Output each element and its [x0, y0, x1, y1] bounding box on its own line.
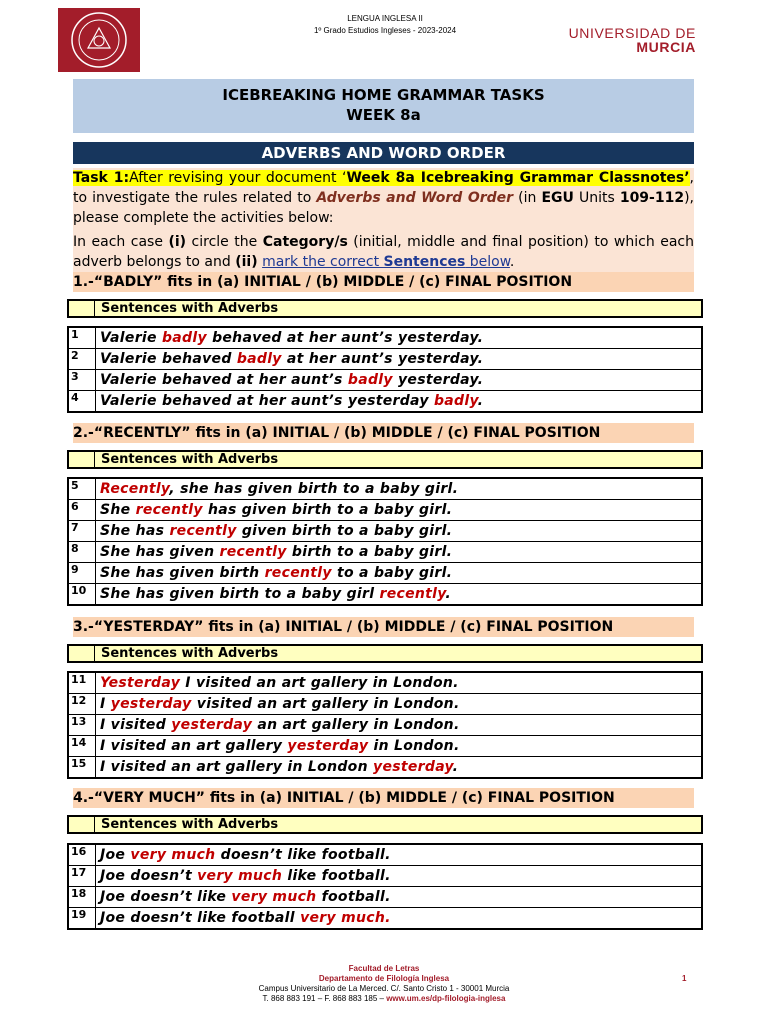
question-4-title: 4.-“VERY MUCH” fits in (a) INITIAL / (b) MIDDLE / (c) FINAL POSITION	[73, 788, 694, 808]
footer-address: Campus Universitario de La Merced. C/. Santo Cristo 1 - 30001 Murcia	[258, 984, 510, 993]
classnotes-reference: Week 8a Icebreaking Grammar Classnotes	[346, 170, 685, 186]
adverb: recently	[219, 544, 287, 560]
adverb: very much	[130, 847, 216, 863]
topic-reference: Adverbs and Word Order	[316, 190, 514, 206]
sentences-header: Sentences with Adverbs	[67, 450, 703, 469]
course-grade: 1º Grado Estudios Ingleses - 2023-2024	[313, 26, 457, 35]
table-row[interactable]: 4 Valerie behaved at her aunt’s yesterday badly.	[68, 391, 702, 413]
table-row[interactable]: 17 Joe doesn’t very much like football.	[68, 866, 702, 887]
adverb: yesterday	[171, 717, 253, 733]
sentences-header: Sentences with Adverbs	[67, 299, 703, 318]
table-row[interactable]: 11 Yesterday I visited an art gallery in London.	[68, 672, 702, 694]
table-row[interactable]: 1 Valerie badly behaved at her aunt’s yesterday.	[68, 327, 702, 349]
title-line2: WEEK 8a	[346, 106, 421, 124]
task-paragraph-1: Task 1:After revising your document ‘Week 8a Icebreaking Grammar Classnotes’, to investigate the rules related to Adverbs and Word Order (in EGU Units 109-112), please complete the activities below:	[73, 170, 695, 226]
sentences-table-3	[67, 671, 703, 779]
adverb: very much.	[300, 910, 391, 926]
adverb: yesterday	[373, 759, 453, 775]
table-row[interactable]: 18 Joe doesn’t like very much football.	[68, 887, 702, 908]
task-label: Task 1:	[73, 170, 130, 186]
table-row[interactable]: 5 Recently, she has given birth to a baby girl.	[68, 478, 702, 500]
table-row[interactable]: 8 She has given recently birth to a baby girl.	[68, 542, 702, 563]
document-header	[250, 13, 520, 37]
question-3-title: 3.-“YESTERDAY” fits in (a) INITIAL / (b) MIDDLE / (c) FINAL POSITION	[73, 617, 694, 637]
table-row[interactable]: 9 She has given birth recently to a baby girl.	[68, 563, 702, 584]
table-row[interactable]: 19 Joe doesn’t like football very much.	[68, 908, 702, 930]
footer-department: Departamento de Filología Inglesa	[318, 974, 450, 983]
sentences-table-1	[67, 326, 703, 413]
adverb: recently	[379, 586, 446, 602]
question-1-title: 1.-“BADLY” fits in (a) INITIAL / (b) MIDDLE / (c) FINAL POSITION	[73, 272, 694, 292]
question-2-title: 2.-“RECENTLY” fits in (a) INITIAL / (b) MIDDLE / (c) FINAL POSITION	[73, 423, 694, 443]
title-line1: ICEBREAKING HOME GRAMMAR TASKS	[222, 86, 545, 104]
adverb: yesterday	[110, 696, 192, 712]
table-row[interactable]: 14 I visited an art gallery yesterday in London.	[68, 736, 702, 757]
sentences-header: Sentences with Adverbs	[67, 815, 703, 834]
university-wordmark	[569, 26, 696, 54]
university-line1: UNIVERSIDAD DE	[568, 25, 696, 41]
adverb: badly	[161, 330, 207, 346]
sentences-table-2	[67, 477, 703, 606]
adverb: yesterday	[287, 738, 369, 754]
table-row[interactable]: 10 She has given birth to a baby girl recently.	[68, 584, 702, 606]
table-row[interactable]: 13 I visited yesterday an art gallery in London.	[68, 715, 702, 736]
table-row[interactable]: 3 Valerie behaved at her aunt’s badly yesterday.	[68, 370, 702, 391]
adverb: Yesterday	[100, 675, 181, 691]
mark-correct-link[interactable]: mark the correct	[262, 254, 384, 270]
table-row[interactable]: 6 She recently has given birth to a baby girl.	[68, 500, 702, 521]
footer-contact: T. 868 883 191 – F. 868 883 185 – www.um.es/dp-filologia-inglesa	[262, 994, 506, 1003]
page-number: 1	[682, 974, 687, 983]
university-seal-logo	[58, 8, 140, 72]
adverb: badly	[433, 393, 478, 409]
course-name: LENGUA INGLESA II	[347, 14, 423, 23]
adverb: very much	[197, 868, 283, 884]
page-footer	[0, 964, 768, 1004]
sentences-table-4	[67, 843, 703, 930]
adverb: recently	[264, 565, 332, 581]
footer-faculty: Facultad de Letras	[348, 964, 420, 973]
section-title: ADVERBS AND WORD ORDER	[73, 142, 694, 164]
adverb: recently	[169, 523, 237, 539]
task-paragraph-2: In each case (i) circle the Category/s (initial, middle and final position) to which each adverb belongs to and (ii) mark the correct Sentences below.	[73, 234, 694, 270]
adverb: recently	[135, 502, 203, 518]
task-instructions	[73, 168, 694, 272]
footer-web-link[interactable]: www.um.es/dp-filologia-inglesa	[386, 994, 506, 1003]
table-row[interactable]: 16 Joe very much doesn’t like football.	[68, 844, 702, 866]
adverb: Recently	[100, 481, 170, 497]
sentences-header: Sentences with Adverbs	[67, 644, 703, 663]
adverb: very much	[231, 889, 317, 905]
document-title	[73, 79, 694, 133]
table-row[interactable]: 12 I yesterday visited an art gallery in London.	[68, 694, 702, 715]
table-row[interactable]: 2 Valerie behaved badly at her aunt’s yesterday.	[68, 349, 702, 370]
university-line2: MURCIA	[636, 39, 696, 55]
table-row[interactable]: 7 She has recently given birth to a baby girl.	[68, 521, 702, 542]
table-row[interactable]: 15 I visited an art gallery in London yesterday.	[68, 757, 702, 779]
adverb: badly	[347, 372, 393, 388]
adverb: badly	[236, 351, 282, 367]
